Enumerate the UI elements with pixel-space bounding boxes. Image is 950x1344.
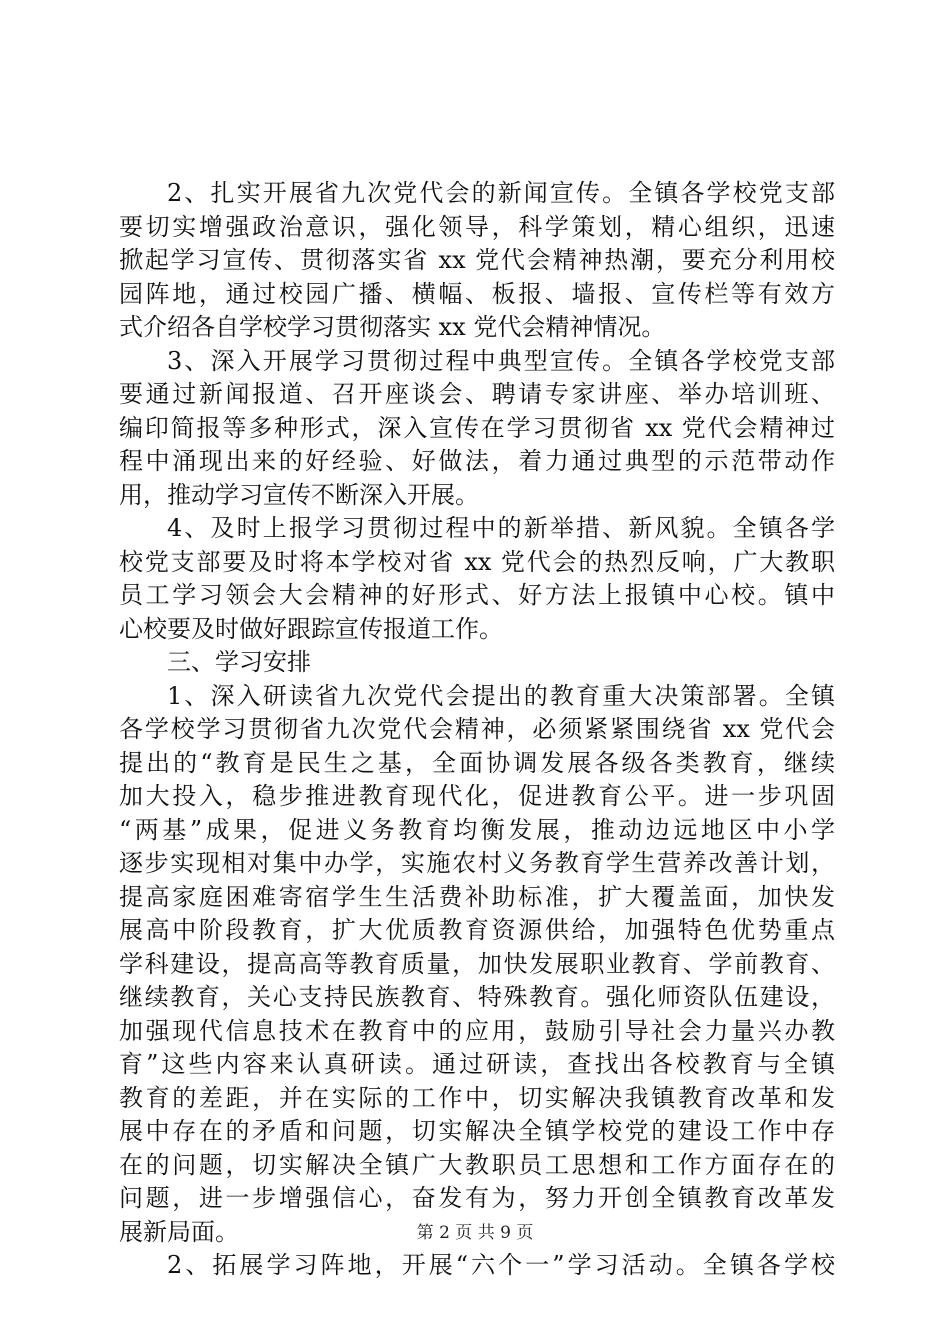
text-line: 要切实增强政治意识，强化领导，科学策划，精心组织，迅速	[119, 212, 835, 241]
page-number-footer: 第 2 页 共 9 页	[416, 1223, 534, 1243]
text-line: 展高中阶段教育，扩大优质教育资源供给，加强特色优势重点	[119, 916, 835, 944]
text-line: 4、及时上报学习贯彻过程中的新举措、新风貌。全镇各学	[167, 514, 835, 542]
text-line: 编印简报等多种形式，深入宣传在学习贯彻省 xx 党代会精神过	[119, 413, 835, 442]
text-line: 在的问题，切实解决全镇广大教职员工思想和工作方面存在的	[119, 1150, 835, 1179]
text-line: 提出的“教育是民生之基，全面协调发展各级各类教育，继续	[119, 748, 835, 777]
text-line: 式介绍各自学校学习贯彻落实 xx 党代会精神情况。	[119, 313, 666, 341]
text-line: 逐步实现相对集中办学，实施农村义务教育学生营养改善计划，	[119, 849, 835, 877]
text-line: 员工学习领会大会精神的好形式、好方法上报镇中心校。镇中	[119, 581, 835, 609]
text-line: 三、学习安排	[167, 648, 311, 676]
text-line: 校党支部要及时将本学校对省 xx 党代会的热烈反响，广大教职	[119, 547, 835, 576]
text-line: 2、拓展学习阵地，开展“六个一”学习活动。全镇各学校	[167, 1251, 835, 1279]
text-line: 用，推动学习宣传不断深入开展。	[119, 480, 479, 509]
text-line: 教育的差距，并在实际的工作中，切实解决我镇教育改革和发	[119, 1083, 835, 1112]
text-line: 继续教育，关心支持民族教育、特殊教育。强化师资队伍建设，	[119, 983, 835, 1011]
text-line: 加强现代信息技术在教育中的应用，鼓励引导社会力量兴办教	[119, 1016, 835, 1045]
text-line: 1、深入研读省九次党代会提出的教育重大决策部署。全镇	[167, 681, 835, 710]
text-line: 园阵地，通过校园广播、横幅、板报、墙报、宣传栏等有效方	[119, 279, 835, 308]
text-line: 心校要及时做好跟踪宣传报道工作。	[119, 614, 503, 643]
text-line: 育”这些内容来认真研读。通过研读，查找出各校教育与全镇	[119, 1050, 835, 1078]
text-line: 问题，进一步增强信心，奋发有为，努力开创全镇教育改革发	[119, 1184, 835, 1212]
text-line: 加大投入，稳步推进教育现代化，促进教育公平。进一步巩固	[119, 782, 835, 810]
text-line: 各学校学习贯彻省九次党代会精神，必须紧紧围绕省 xx 党代会	[119, 715, 835, 743]
text-line: 提高家庭困难寄宿学生生活费补助标准，扩大覆盖面，加快发	[119, 882, 835, 911]
text-line: 掀起学习宣传、贯彻落实省 xx 党代会精神热潮，要充分利用校	[119, 246, 835, 274]
text-line: 展新局面。	[119, 1217, 239, 1246]
text-line: 2、扎实开展省九次党代会的新闻宣传。全镇各学校党支部	[167, 179, 835, 207]
text-line: 程中涌现出来的好经验、好做法，着力通过典型的示范带动作	[119, 447, 835, 475]
text-line: 学科建设，提高高等教育质量，加快发展职业教育、学前教育、	[119, 949, 835, 978]
text-line: 要通过新闻报道、召开座谈会、聘请专家讲座、举办培训班、	[119, 380, 835, 408]
text-line: “两基”成果，促进义务教育均衡发展，推动边远地区中小学	[119, 815, 835, 844]
text-line: 展中存在的矛盾和问题，切实解决全镇学校党的建设工作中存	[119, 1117, 835, 1145]
text-line: 3、深入开展学习贯彻过程中典型宣传。全镇各学校党支部	[167, 346, 835, 375]
document-body	[119, 177, 835, 1283]
